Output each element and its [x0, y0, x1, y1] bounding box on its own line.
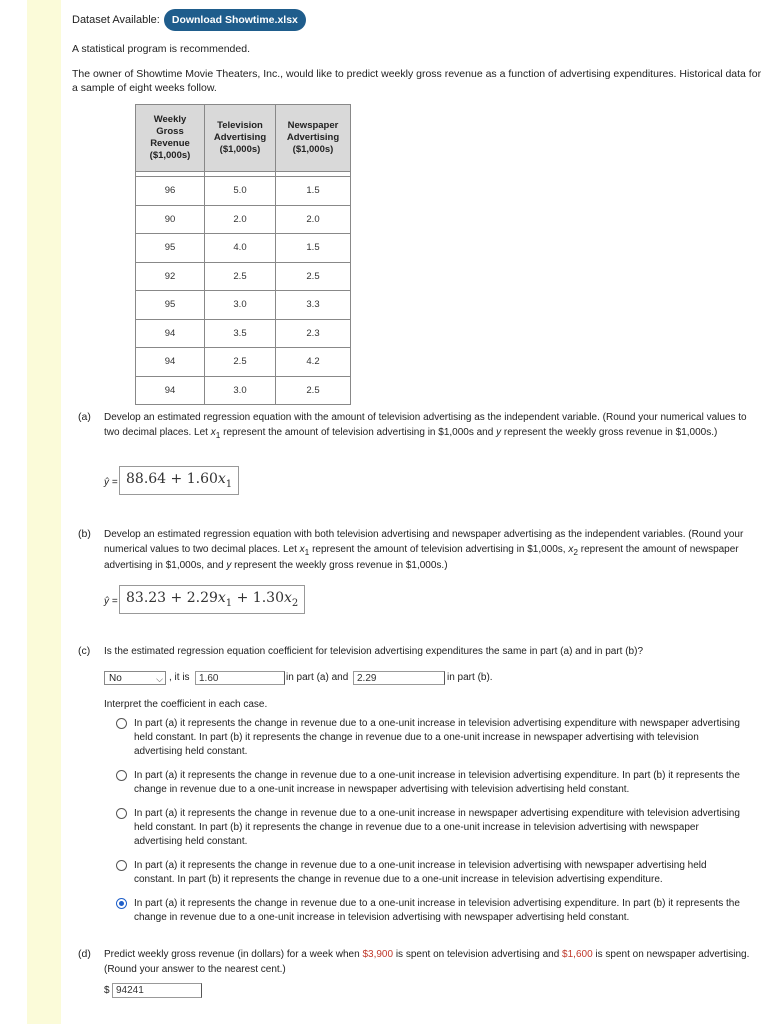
part-a-yhat: ŷ =: [104, 477, 118, 488]
part-b-label: (b): [78, 528, 91, 540]
part-d-text: Predict weekly gross revenue (in dollars) for a week when $3,900 is spent on television advertising and $1,600 is spent on newspaper advertising. (Round your answer to the nearest cent.): [104, 949, 750, 975]
cell: 2.0: [276, 205, 351, 234]
part-d-label: (d): [78, 948, 91, 960]
cell: 5.0: [205, 177, 276, 206]
table-row: [136, 348, 351, 377]
header-newspaper: Newspaper Advertising ($1,000s): [276, 105, 351, 172]
part-c-question: Is the estimated regression equation coefficient for television advertising expenditures the same in part (a) and in part (b)?: [104, 646, 643, 657]
tv-amount: $3,900: [362, 949, 394, 960]
table-row: [136, 205, 351, 234]
radio-button[interactable]: [116, 808, 127, 819]
cell: 94: [136, 319, 205, 348]
dollar-sign: $: [104, 985, 110, 996]
cell: 95: [136, 234, 205, 263]
cell: 2.5: [205, 348, 276, 377]
radio-button[interactable]: [116, 718, 127, 729]
download-dataset-button[interactable]: Download Showtime.xlsx: [164, 9, 306, 31]
cell: 2.3: [276, 319, 351, 348]
header-tv: Television Advertising ($1,000s): [205, 105, 276, 172]
chevron-down-icon: ⌵: [156, 674, 163, 684]
part-a-text: Develop an estimated regression equation with the amount of television advertising as the independent variable. (Round your numerical values to two decimal places. Let $x_1$ represent the amount of television advertising in $1,000s and y represent the weekly gross revenue in $1,000s.): [104, 412, 747, 440]
revenue-prediction-input[interactable]: 94241: [112, 983, 202, 998]
left-margin-bar: [27, 0, 61, 1024]
newspaper-amount: $1,600: [562, 949, 593, 960]
option-text: In part (a) it represents the change in revenue due to a one-unit increase in television advertising expenditure. In part (b) it represents the change in revenue due to a one-unit increase in television advertising with newspaper advertising held constant.: [134, 898, 740, 923]
intro-text: A statistical program is recommended.: [72, 43, 250, 55]
part-b-yhat: ŷ =: [104, 596, 118, 607]
cell: 2.0: [205, 205, 276, 234]
in-part-a-text: in part (a) and: [286, 672, 349, 683]
cell: 1.5: [276, 177, 351, 206]
table-row: [136, 234, 351, 263]
option-text: In part (a) it represents the change in revenue due to a one-unit increase in television advertising expenditure with newspaper advertising held constant. In part (b) it represents the change in revenue due to a one-unit increase in newspaper advertising with television advertising held constant.: [134, 718, 740, 757]
radio-button[interactable]: [116, 860, 127, 871]
cell: 3.5: [205, 319, 276, 348]
cell: 3.3: [276, 291, 351, 320]
table-row: [136, 177, 351, 206]
cell: 4.0: [205, 234, 276, 263]
header-revenue: Weekly Gross Revenue ($1,000s): [136, 105, 205, 172]
dataset-bar: [72, 9, 306, 31]
option-text: In part (a) it represents the change in revenue due to a one-unit increase in television advertising expenditure. In part (b) it represents the change in revenue due to a one-unit increase in newspaper advertising with television advertising held constant.: [134, 770, 740, 795]
part-c-label: (c): [78, 645, 91, 657]
data-table: [135, 104, 351, 405]
cell: 94: [136, 376, 205, 405]
it-is-text: , it is: [169, 672, 190, 683]
cell: 92: [136, 262, 205, 291]
same-coefficient-select[interactable]: [104, 671, 166, 685]
table-row: [136, 262, 351, 291]
cell: 95: [136, 291, 205, 320]
table-row: [136, 319, 351, 348]
cell: 3.0: [205, 376, 276, 405]
dataset-label: Dataset Available:: [72, 14, 160, 26]
cell: 2.5: [276, 262, 351, 291]
cell: 4.2: [276, 348, 351, 377]
option-text: In part (a) it represents the change in revenue due to a one-unit increase in newspaper advertising expenditure with television advertising held constant. In part (b) it represents the change in revenue due to a one-unit increase in television advertising with newspaper advertising held constant.: [134, 808, 740, 847]
cell: 90: [136, 205, 205, 234]
part-a-label: (a): [78, 411, 91, 423]
select-value: No: [109, 673, 122, 684]
part-b-text: Develop an estimated regression equation with both television advertising and newspaper advertising as the independent variables. (Round your numerical values to two decimal places. Let $x_1$ represent the amount of television advertising in $1,000s, $x_2$ represent the amount of newspaper advertising in $1,000s, and y represent the weekly gross revenue in $1,000s.): [104, 529, 744, 571]
part-b-answer-box[interactable]: $83.23 + 2.29x_1 + 1.30x_2$: [119, 585, 305, 614]
table-header-row: [136, 105, 351, 172]
problem-text: The owner of Showtime Movie Theaters, Inc., would like to predict weekly gross revenue as a function of advertising expenditures. Historical data for a sample of eight weeks follow.: [72, 68, 762, 94]
option-text: In part (a) it represents the change in revenue due to a one-unit increase in television advertising with newspaper advertising held constant. In part (b) it represents the change in revenue due to a one-unit increase in television advertising expenditure.: [134, 860, 707, 885]
question-content: [72, 0, 767, 1024]
table-row: [136, 291, 351, 320]
cell: 94: [136, 348, 205, 377]
cell: 3.0: [205, 291, 276, 320]
cell: 96: [136, 177, 205, 206]
table-row: [136, 376, 351, 405]
coefficient-a-input[interactable]: 1.60: [195, 671, 285, 685]
radio-button-selected[interactable]: [116, 898, 127, 909]
radio-button[interactable]: [116, 770, 127, 781]
cell: 2.5: [205, 262, 276, 291]
coefficient-b-input[interactable]: 2.29: [353, 671, 445, 685]
cell: 2.5: [276, 376, 351, 405]
in-part-b-text: in part (b).: [447, 672, 493, 683]
interpret-text: Interpret the coefficient in each case.: [104, 699, 268, 710]
cell: 1.5: [276, 234, 351, 263]
part-a-answer-box[interactable]: $88.64 + 1.60x_1$: [119, 466, 239, 495]
